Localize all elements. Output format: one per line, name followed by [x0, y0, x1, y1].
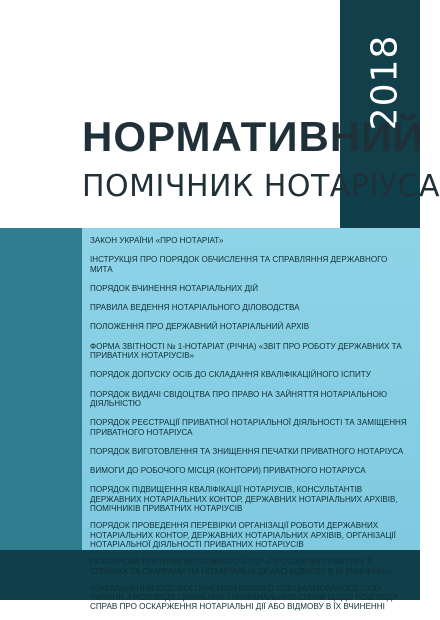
- cover-left-bottom-dark-block: [0, 550, 82, 600]
- contents-item: ПРАВИЛА ВЕДЕННЯ НОТАРІАЛЬНОГО ДІЛОВОДСТВА: [90, 303, 300, 313]
- contents-item: ПОРЯДОК РЕЄСТРАЦІЇ ПРИВАТНОЇ НОТАРІАЛЬНОЇ ДІЯЛЬНОСТІ ТА ЗАМІЩЕННЯ ПРИВАТНОГО НОТАРІУСА: [90, 418, 407, 437]
- contents-list: [90, 236, 412, 620]
- cover-title-sub: ПОМІЧНИК НОТАРІУСА: [82, 169, 440, 204]
- contents-item: ПОРЯДОК ВИГОТОВЛЕННЯ ТА ЗНИЩЕННЯ ПЕЧАТКИ ПРИВАТНОГО НОТАРІУСА: [90, 446, 404, 456]
- contents-item: ПОРЯДОК ДОПУСКУ ОСІБ ДО СКЛАДАННЯ КВАЛІФІКАЦІЙНОГО ІСПИТУ: [90, 370, 371, 380]
- contents-item: ЗАКОН УКРАЇНИ «ПРО НОТАРІАТ»: [90, 236, 224, 245]
- contents-item: ПОРЯДОК ПІДВИЩЕННЯ КВАЛІФІКАЦІЇ НОТАРІУСІВ, КОНСУЛЬТАНТІВ ДЕРЖАВНИХ НОТАРІАЛЬНИХ КОНТОР, ДЕРЖАВНИХ НОТАРІАЛЬНИХ АРХІВІВ, ПОМІЧНИКІВ ПРИВАТНИХ НОТАРІУСІВ: [90, 485, 398, 514]
- contents-item: ВИМОГИ ДО РОБОЧОГО МІСЦЯ (КОНТОРИ) ПРИВАТНОГО НОТАРІУСА: [90, 466, 366, 476]
- contents-item: ПОРЯДОК ПРОВЕДЕННЯ ПЕРЕВІРКИ ОРГАНІЗАЦІЇ РОБОТИ ДЕРЖАВНИХ НОТАРІАЛЬНИХ КОНТОР, ДЕРЖАВНИХ НОТАРІАЛЬНИХ АРХІВІВ, ОРГАНІЗАЦІЇ НОТАРІАЛЬНОЇ ДІЯЛЬНОСТІ ПРИВАТНИХ НОТАРІУСІВ: [90, 521, 396, 549]
- contents-item: ПОСТАНОВА ПЛЕНУМУ ВЕРХОВНОГО СУДУ «ПРО СУДОВУ ПРАКТИКУ В СПРАВАХ ЗА СКАРГАМИ НА НОТАРІАЛЬНІ ДІЇ АБО ВІДМОВУ В ЇХ ВЧИНЕННІ»: [90, 557, 392, 576]
- cover-year: 2018: [364, 34, 406, 131]
- contents-item: ІНСТРУКЦІЯ ПРО ПОРЯДОК ОБЧИСЛЕННЯ ТА СПРАВЛЯННЯ ДЕРЖАВНОГО МИТА: [90, 255, 388, 274]
- cover-title-main: НОРМАТИВНИЙ: [82, 113, 424, 160]
- contents-item: ПОРЯДОК ВИДАЧІ СВІДОЦТВА ПРО ПРАВО НА ЗАЙНЯТТЯ НОТАРІАЛЬНОЮ ДІЯЛЬНІСТЮ: [90, 389, 388, 408]
- contents-item: ФОРМА ЗВІТНОСТІ № 1-НОТАРІАТ (РІЧНА) «ЗВІТ ПРО РОБОТУ ДЕРЖАВНИХ ТА ПРИВАТНИХ НОТАРІУСІВ»: [90, 341, 402, 361]
- contents-item: УЗАГАЛЬНЕННЯ СУДОВОЇ ПРАКТИКИ ВИЩОГО СПЕЦІАЛІЗОВАНОГО СУДУ УКРАЇНИ З РОЗГЛЯДУ ЦИВІЛЬНИХ І КРИМІНАЛЬНИХ СПРАВ ЩОДО РОЗГЛЯДУ СПРАВ ПРО ОСКАРЖЕННЯ НОТАРІАЛЬНІ ДІЇ АБО ВІДМОВУ В ЇХ ВЧИНЕННІ: [90, 583, 398, 612]
- contents-item: ПОРЯДОК ВЧИНЕННЯ НОТАРІАЛЬНИХ ДІЙ: [90, 283, 259, 293]
- cover-left-teal-strip: [0, 228, 82, 550]
- contents-item: ПОЛОЖЕННЯ ПРО ДЕРЖАВНИЙ НОТАРІАЛЬНИЙ АРХІВ: [90, 322, 310, 332]
